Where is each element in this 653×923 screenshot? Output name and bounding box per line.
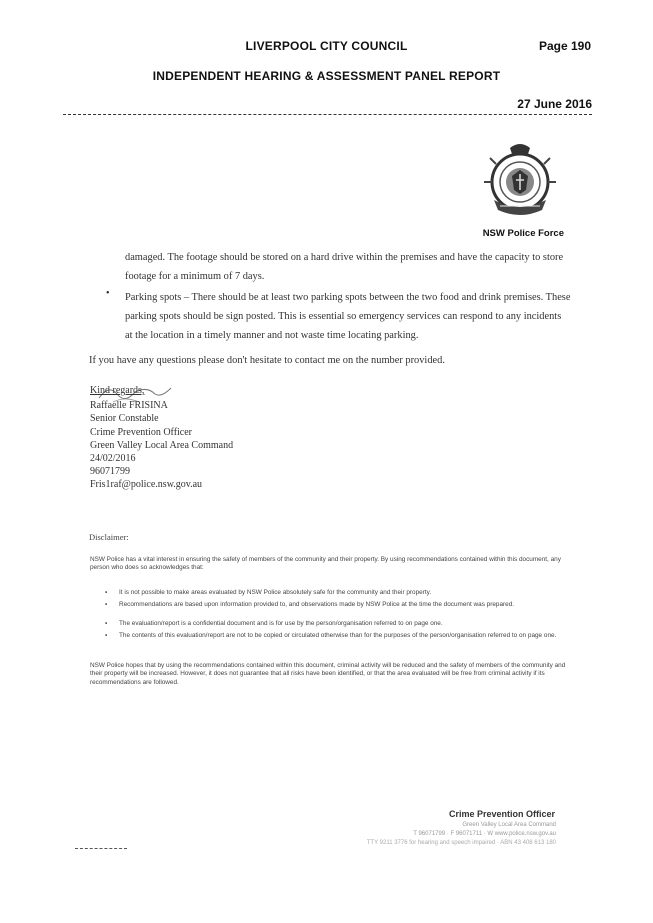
bullet-icon: ▪ <box>105 632 108 639</box>
sign-off-greeting: Kind regards, <box>90 385 145 396</box>
footer-command: Green Valley Local Area Command <box>462 822 556 828</box>
bullet-icon: ▪ <box>105 620 108 627</box>
officer-command: Green Valley Local Area Command <box>90 439 234 451</box>
officer-email: Fris1raf@police.nsw.gov.au <box>90 479 203 491</box>
bullet-icon: ▪ <box>105 589 108 596</box>
officer-phone: 96071799 <box>90 466 130 478</box>
footer-divider <box>75 848 127 849</box>
parking-paragraph: Parking spots – There should be at least two parking spots between the two food and drink premises. These parking spots should be sign posted. This is essential so emergency services can respond to any incidents at the location in a timely manner and not waste time locating parking. <box>125 292 571 341</box>
footer-title: Crime Prevention Officer <box>448 809 555 819</box>
footer-contacts: T 96071799 · F 96071711 · W www.police.nsw.gov.au <box>413 831 556 837</box>
questions-paragraph: If you have any questions please don't hesitate to contact me on the number provided. <box>89 355 445 366</box>
officer-role: Crime Prevention Officer <box>90 426 193 438</box>
page-number: Page 190 <box>538 39 591 53</box>
report-date: 27 June 2016 <box>517 97 592 111</box>
header-divider <box>63 114 592 115</box>
bullet-icon: • <box>106 288 110 299</box>
disclaimer-closing: NSW Police hopes that by using the recommendations contained within this document, criminal activity will be reduced and the safety of members of the community and their property will be increased. However, it does not guarantee that all risks have been identified, or that the area evaluated will be free from criminal activity if its recommendations are followed. <box>90 662 566 686</box>
council-name: LIVERPOOL CITY COUNCIL <box>245 39 408 53</box>
continued-paragraph: damaged. The footage should be stored on a hard drive within the premises and have the capacity to store footage for a minimum of 7 days. <box>125 252 564 282</box>
letter-date: 24/02/2016 <box>90 453 136 465</box>
nsw-police-crest-icon <box>480 140 560 226</box>
officer-rank: Senior Constable <box>90 413 159 425</box>
footer-tty: TTY 9211 3776 for hearing and speech impaired · ABN 43 408 613 180 <box>366 840 556 846</box>
disclaimer-intro: NSW Police has a vital interest in ensuring the safety of members of the community and their property. By using recommendations contained within this document, any person who does so acknowledges that: <box>90 556 561 572</box>
police-force-name: NSW Police Force <box>482 228 564 239</box>
report-title: INDEPENDENT HEARING & ASSESSMENT PANEL REPORT <box>152 69 501 83</box>
officer-name: Raffaelle FRISINA <box>90 400 168 412</box>
disclaimer-heading: Disclaimer: <box>89 532 129 542</box>
bullet-icon: ▪ <box>105 601 108 608</box>
signature-block <box>90 384 233 492</box>
